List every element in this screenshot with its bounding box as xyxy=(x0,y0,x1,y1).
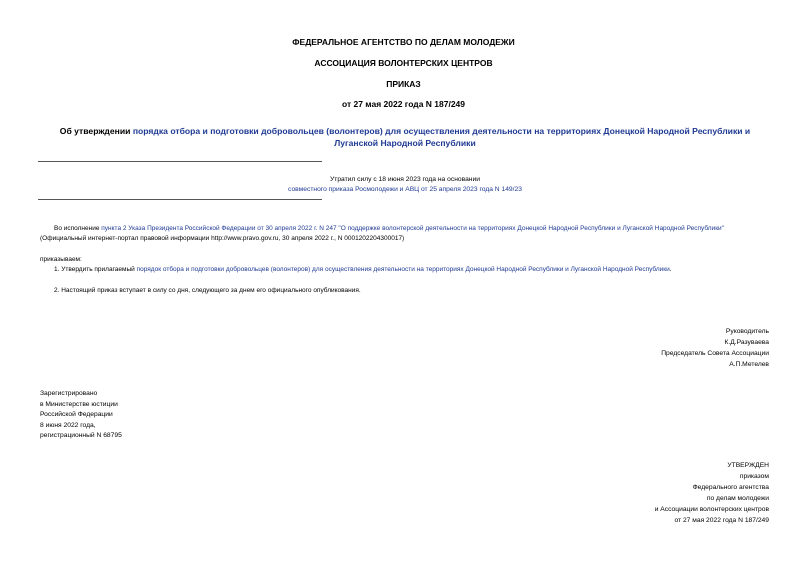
approval-line: и Ассоциации волонтерских центров xyxy=(654,506,769,513)
status-note-link[interactable]: совместного приказа Росмолодежи и АВЦ от 25 апреля 2023 года N 149/23 xyxy=(288,186,522,193)
doc-date-heading: от 27 мая 2022 года N 187/249 xyxy=(341,99,466,109)
approval-line: УТВЕРЖДЕН xyxy=(727,462,769,469)
approval-line: Федерального агентства xyxy=(692,484,769,491)
signature-line: А.П.Метелев xyxy=(729,361,769,368)
approval-line: по делам молодежи xyxy=(706,495,769,502)
registration-line: 8 июня 2022 года, xyxy=(40,421,96,429)
order-item-1-prefix: 1. Утвердить прилагаемый xyxy=(54,266,137,273)
registration-block xyxy=(40,389,122,442)
approval-line: приказом xyxy=(739,473,769,480)
separator-bottom xyxy=(38,199,322,200)
separator-top xyxy=(38,161,322,162)
registration-line: в Министерстве юстиции xyxy=(40,400,118,408)
order-item-1-link[interactable]: порядок отбора и подготовки добровольцев (волонтеров) для осуществления деятельности на территориях Донецкой Народной Республики и Луганской Народной Республики xyxy=(136,266,670,273)
registration-line: Зарегистрировано xyxy=(40,390,98,397)
registration-line: регистрационный N 68795 xyxy=(40,432,122,439)
order-item-1-suffix: . xyxy=(669,266,672,273)
document-title xyxy=(40,125,770,149)
preamble-text-1: Во исполнение xyxy=(54,225,102,232)
preamble-text-2: (Официальный интернет-портал правовой информации http://www.pravo.gov.ru, 30 апреля 2022 г., N 0001202204300017) xyxy=(40,235,405,242)
order-item-2: 2. Настоящий приказ вступает в силу со дня, следующего за днем его официального опубликования. xyxy=(54,287,361,294)
preamble-link[interactable]: пункта 2 Указа Президента Российской Федерации от 30 апреля 2022 г. N 247 "О поддержке волонтерской деятельности на территориях Донецкой Народной Республики и Луганской Народной Республики" xyxy=(101,225,724,232)
order-word: приказываем: xyxy=(40,256,82,263)
signature-line: Председатель Совета Ассоциации xyxy=(661,350,769,357)
doc-type-heading: ПРИКАЗ xyxy=(386,79,421,89)
association-heading: АССОЦИАЦИЯ ВОЛОНТЕРСКИХ ЦЕНТРОВ xyxy=(314,58,493,68)
status-note xyxy=(40,175,770,195)
registration-line: Российской Федерации xyxy=(40,411,113,418)
status-note-text: Утратил силу с 18 июня 2023 года на основании xyxy=(330,176,480,183)
agency-heading: ФЕДЕРАЛЬНОЕ АГЕНТСТВО ПО ДЕЛАМ МОЛОДЕЖИ xyxy=(292,37,515,47)
signature-line: К.Д.Разуваева xyxy=(724,339,769,346)
approval-line: от 27 мая 2022 года N 187/249 xyxy=(674,517,769,524)
signature-line: Руководитель xyxy=(725,328,769,335)
signatures-block xyxy=(661,326,769,370)
order-item-1 xyxy=(40,265,770,275)
title-prefix: Об утверждении xyxy=(59,126,133,136)
title-link[interactable]: порядка отбора и подготовки добровольцев (волонтеров) для осуществления деятельности на территориях Донецкой Народной Республики и Луганской Народной Республики xyxy=(132,126,751,148)
approval-block xyxy=(655,460,769,526)
preamble xyxy=(40,224,770,244)
